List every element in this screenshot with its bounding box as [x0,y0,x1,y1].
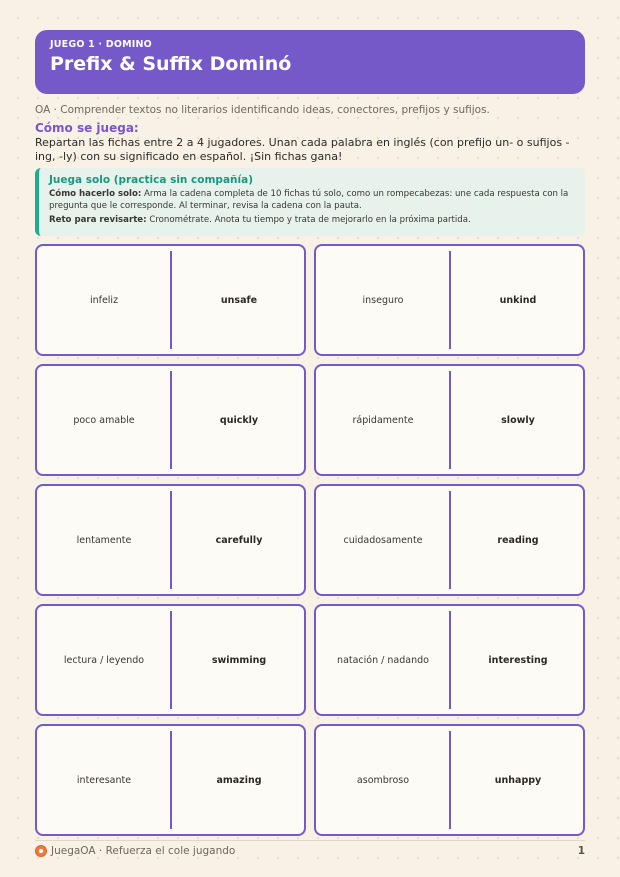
domino-tile [35,604,306,716]
solo-play-box [35,168,585,236]
solo-challenge-paragraph [49,215,575,227]
domino-tile [314,724,585,836]
page-footer [35,843,585,859]
domino-tile [35,244,306,356]
footer-brand: JuegaOA · Refuerza el cole jugando [51,845,236,857]
how-to-play-text: Repartan las fichas entre 2 a 4 jugadores. Unan cada palabra en inglés (con prefijo un- o sufijos -ing, -ly) con su significado en español. ¡Sin fichas gana! [35,136,570,163]
tile-spanish-word: rápidamente [352,414,414,426]
solo-challenge-text: Cronométrate. Anota tu tiempo y trata de mejorarlo en la próxima partida. [149,215,471,225]
page-number: 1 [577,845,585,857]
brand-logo-icon [35,845,47,857]
tile-english-word: quickly [219,414,259,426]
learning-objective: OA · Comprender textos no literarios identificando ideas, conectores, prefijos y sufijos. [35,104,490,116]
tile-spanish-word: interesante [76,774,132,786]
solo-title: Juega solo (practica sin compañía) [49,174,253,186]
tile-spanish-word: inseguro [362,294,404,306]
tile-spanish-word: infeliz [89,294,119,306]
game-kicker: JUEGO 1 · DOMINO [50,39,152,50]
tile-spanish-word: lectura / leyendo [63,654,145,666]
tile-spanish-word: cuidadosamente [343,534,423,546]
tile-spanish-word: asombroso [356,774,410,786]
domino-tile [314,604,585,716]
solo-how-label: Cómo hacerlo solo: [49,189,142,199]
tile-spanish-word: poco amable [73,414,135,426]
domino-tile [35,364,306,476]
solo-challenge-label: Reto para revisarte: [49,215,147,225]
tile-english-word: amazing [216,774,262,786]
tile-english-word: unhappy [494,774,542,786]
footer-divider [35,840,585,841]
tile-spanish-word: natación / nadando [337,654,429,666]
tile-spanish-word: lentamente [76,534,132,546]
tile-english-word: interesting [488,654,548,666]
tile-english-word: swimming [211,654,267,666]
page-title: Prefix & Suffix Dominó [50,53,292,75]
page-header [35,30,585,94]
tile-english-word: reading [497,534,539,546]
domino-tile [314,484,585,596]
domino-tile [314,364,585,476]
tile-english-word: unkind [499,294,537,306]
domino-tile [314,244,585,356]
how-to-play-title: Cómo se juega: [35,121,139,135]
solo-how-paragraph [49,189,575,212]
domino-tile [35,484,306,596]
solo-how-text: Arma la cadena completa de 10 fichas tú solo, como un rompecabezas: une cada respuesta con la pregunta que le corresponde. Al terminar, revisa la cadena con la pauta. [49,189,569,211]
tile-english-word: unsafe [220,294,258,306]
tile-english-word: slowly [501,414,535,426]
tile-english-word: carefully [215,534,263,546]
domino-tile [35,724,306,836]
